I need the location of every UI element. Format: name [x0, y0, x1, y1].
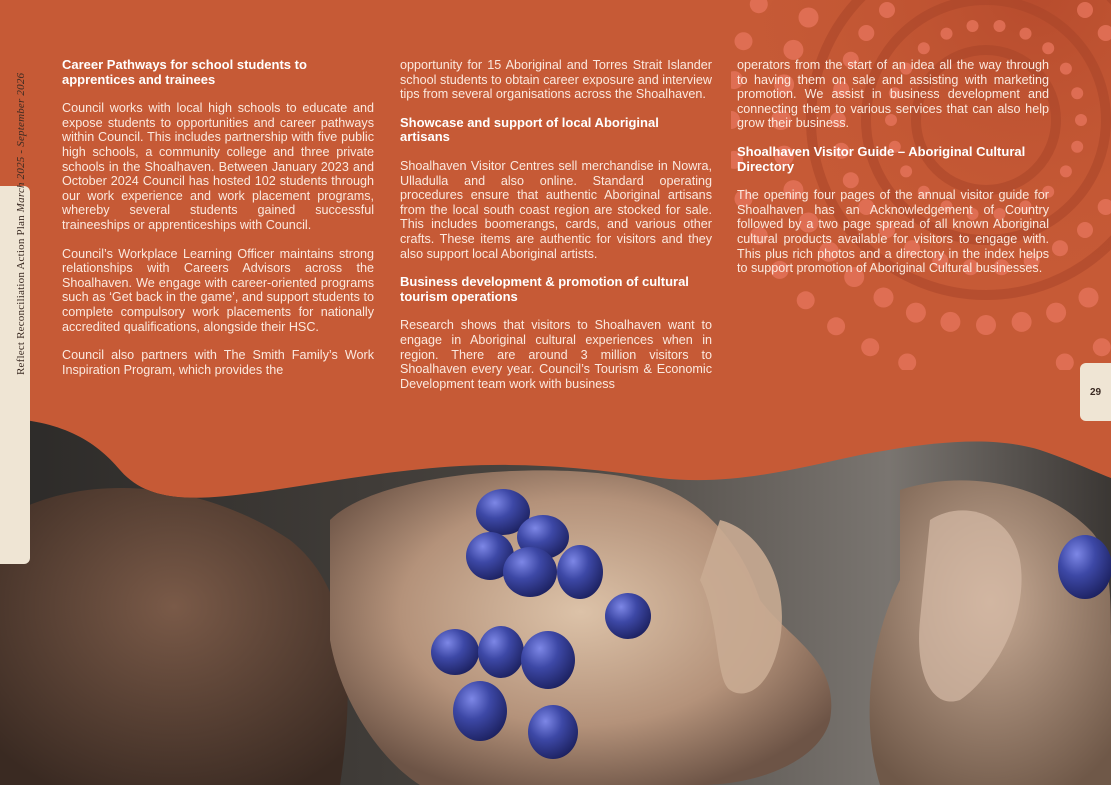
text-column-3 [737, 58, 1049, 290]
paragraph: Research shows that visitors to Shoalhaven want to engage in Aboriginal cultural experiences when in region. There are around 3 million visitors to Shoalhaven every year. Council’s Tourism & Economic Development team work with business [400, 318, 712, 391]
paragraph: opportunity for 15 Aboriginal and Torres Strait Islander school students to obtain career exposure and interview tips from several organisations across the Shoalhaven. [400, 58, 712, 102]
page-number-tab [1080, 363, 1111, 421]
heading-aboriginal-artisans: Showcase and support of local Aboriginal artisans [400, 114, 659, 145]
paragraph: Council also partners with The Smith Family’s Work Inspiration Program, which provides the [62, 348, 374, 377]
text-column-2 [400, 58, 712, 405]
paragraph: Council’s Workplace Learning Officer maintains strong relationships with Careers Advisors across the Shoalhaven. We engage with career-oriented programs such as ‘Get back in the game’, and support students to complete compulsory work placements for nationally accredited qualifications, alongside their HSC. [62, 246, 374, 334]
text-column-1 [62, 58, 374, 391]
plan-dates: March 2025 - September 2026 [15, 72, 27, 213]
heading-career-pathways: Career Pathways for school students to apprentices and trainees [62, 57, 307, 87]
plan-title: Reflect Reconciliation Action Plan [15, 215, 27, 375]
paragraph: operators from the start of an idea all the way through to having them on sale and assisting with marketing promotion. We assist in business development and connecting them to various services that can also help grow their business. [737, 58, 1049, 131]
side-tab-label [15, 73, 27, 375]
heading-visitor-guide: Shoalhaven Visitor Guide – Aboriginal Cultural Directory [737, 143, 1026, 174]
paragraph: Council works with local high schools to educate and expose students to opportunities and career pathways within Council. This includes partnership with five public high schools, a community college and three private schools in the Shoalhaven. Between January 2023 and October 2024 Council has hosted 102 students through our work experience and work placement programs, whereby several students gained successful traineeships or apprenticeships with Council. [62, 101, 374, 232]
paragraph: The opening four pages of the annual visitor guide for Shoalhaven has an Acknowledgement of Country followed by a two page spread of all known Aboriginal cultural products available for visitors to engage with. This plus rich photos and a directory in the index helps to support promotion of Aboriginal Cultural businesses. [737, 188, 1049, 276]
page-number: 29 [1089, 386, 1102, 398]
paragraph: Shoalhaven Visitor Centres sell merchandise in Nowra, Ulladulla and also online. Standard operating procedures ensure that authentic Aboriginal artisans from the local south coast region are stocked for sale. This includes boomerangs, cards, and various other crafts. These items are authentic for visitors and they also support local Aboriginal artists. [400, 158, 712, 261]
heading-business-development: Business development & promotion of cultural tourism operations [400, 274, 689, 304]
